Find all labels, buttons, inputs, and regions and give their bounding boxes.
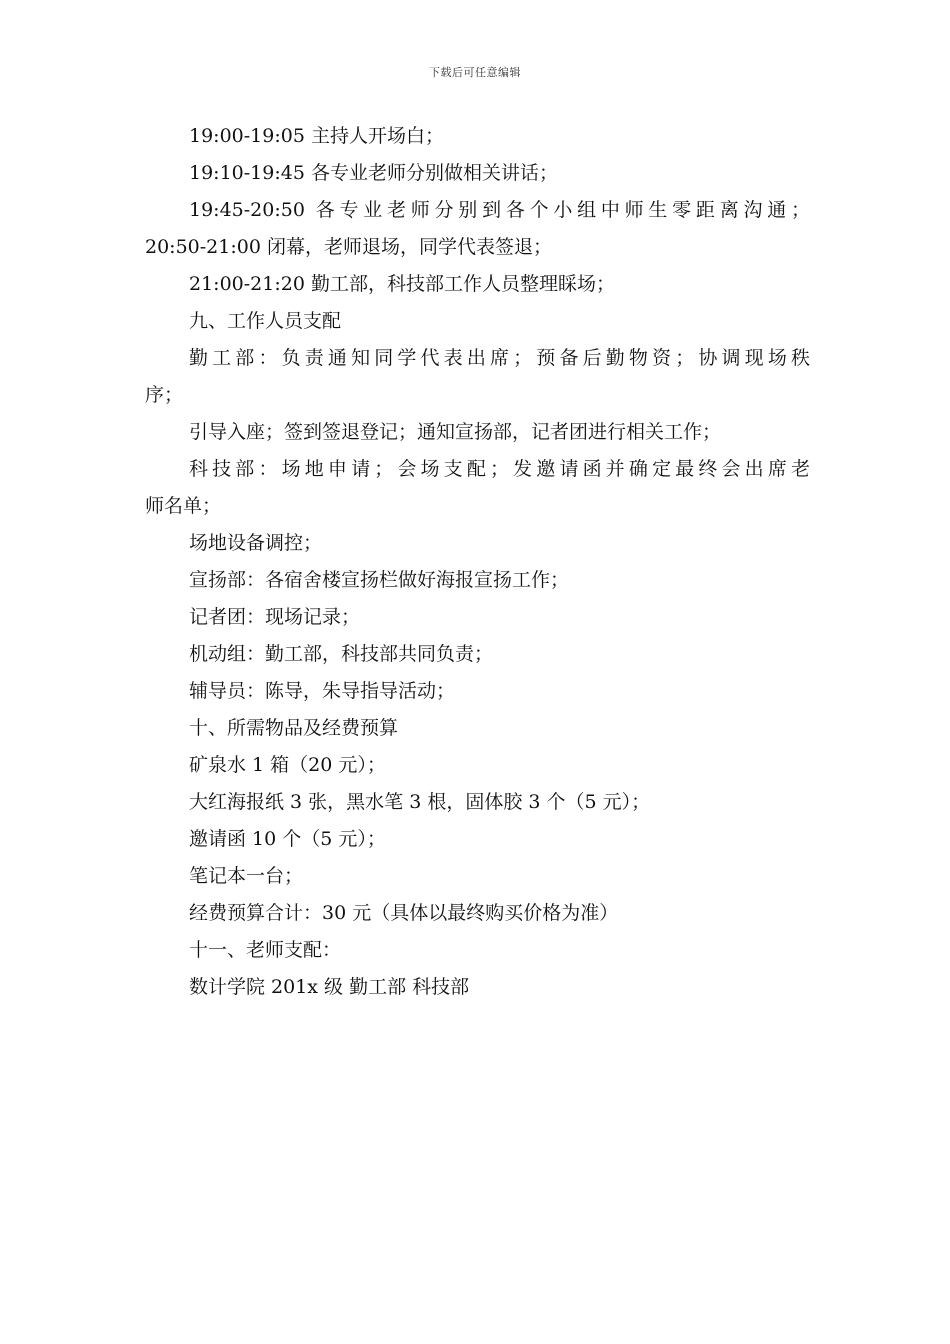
staff-line-8: 辅导员：陈导，朱导指导活动； xyxy=(189,680,456,702)
schedule-line-5: 21:00-21:20 勤工部，科技部工作人员整理睬场； xyxy=(189,273,615,295)
staff-line-7: 机动组：勤工部，科技部共同负责； xyxy=(189,643,494,665)
document-body xyxy=(145,118,810,1006)
budget-line-1: 矿泉水 1 箱（20 元）； xyxy=(189,754,386,776)
section-heading-teachers: 十一、老师支配： xyxy=(189,939,342,961)
schedule-line-1: 19:00-19:05 主持人开场白； xyxy=(189,125,444,147)
schedule-line-2: 19:10-19:45 各专业老师分别做相关讲话； xyxy=(189,162,558,184)
staff-line-2: 引导入座；签到签退登记；通知宣扬部，记者团进行相关工作； xyxy=(189,421,722,443)
staff-line-3-cont: 师名单； xyxy=(145,495,222,517)
staff-line-3: 科技部：场地申请；会场支配；发邀请函并确定最终会出席老 xyxy=(189,458,810,480)
budget-total: 经费预算合计：30 元（具体以最终购买价格为准） xyxy=(189,902,619,924)
schedule-line-4: 20:50-21:00 闭幕，老师退场，同学代表签退； xyxy=(145,236,552,258)
budget-line-3: 邀请函 10 个（5 元）； xyxy=(189,828,386,850)
staff-line-1: 勤工部：负责通知同学代表出席；预备后勤物资；协调现场秩 xyxy=(189,347,810,369)
section-heading-budget: 十、所需物品及经费预算 xyxy=(189,717,399,739)
budget-line-2: 大红海报纸 3 张，黑水笔 3 根，固体胶 3 个（5 元）； xyxy=(189,791,651,813)
staff-line-5: 宣扬部：各宿舍楼宣扬栏做好海报宣扬工作； xyxy=(189,569,570,591)
staff-line-6: 记者团：现场记录； xyxy=(189,606,361,628)
staff-line-4: 场地设备调控； xyxy=(189,532,323,554)
page-header: 下载后可任意编辑 xyxy=(429,66,521,79)
schedule-line-3: 19:45-20:50 各专业老师分别到各个小组中师生零距离沟通； xyxy=(189,199,810,221)
staff-line-1-cont: 序； xyxy=(145,384,184,406)
budget-line-4: 笔记本一台； xyxy=(189,865,304,887)
section-heading-staff: 九、工作人员支配 xyxy=(189,310,342,332)
signature-line: 数计学院 201x 级 勤工部 科技部 xyxy=(189,976,470,998)
